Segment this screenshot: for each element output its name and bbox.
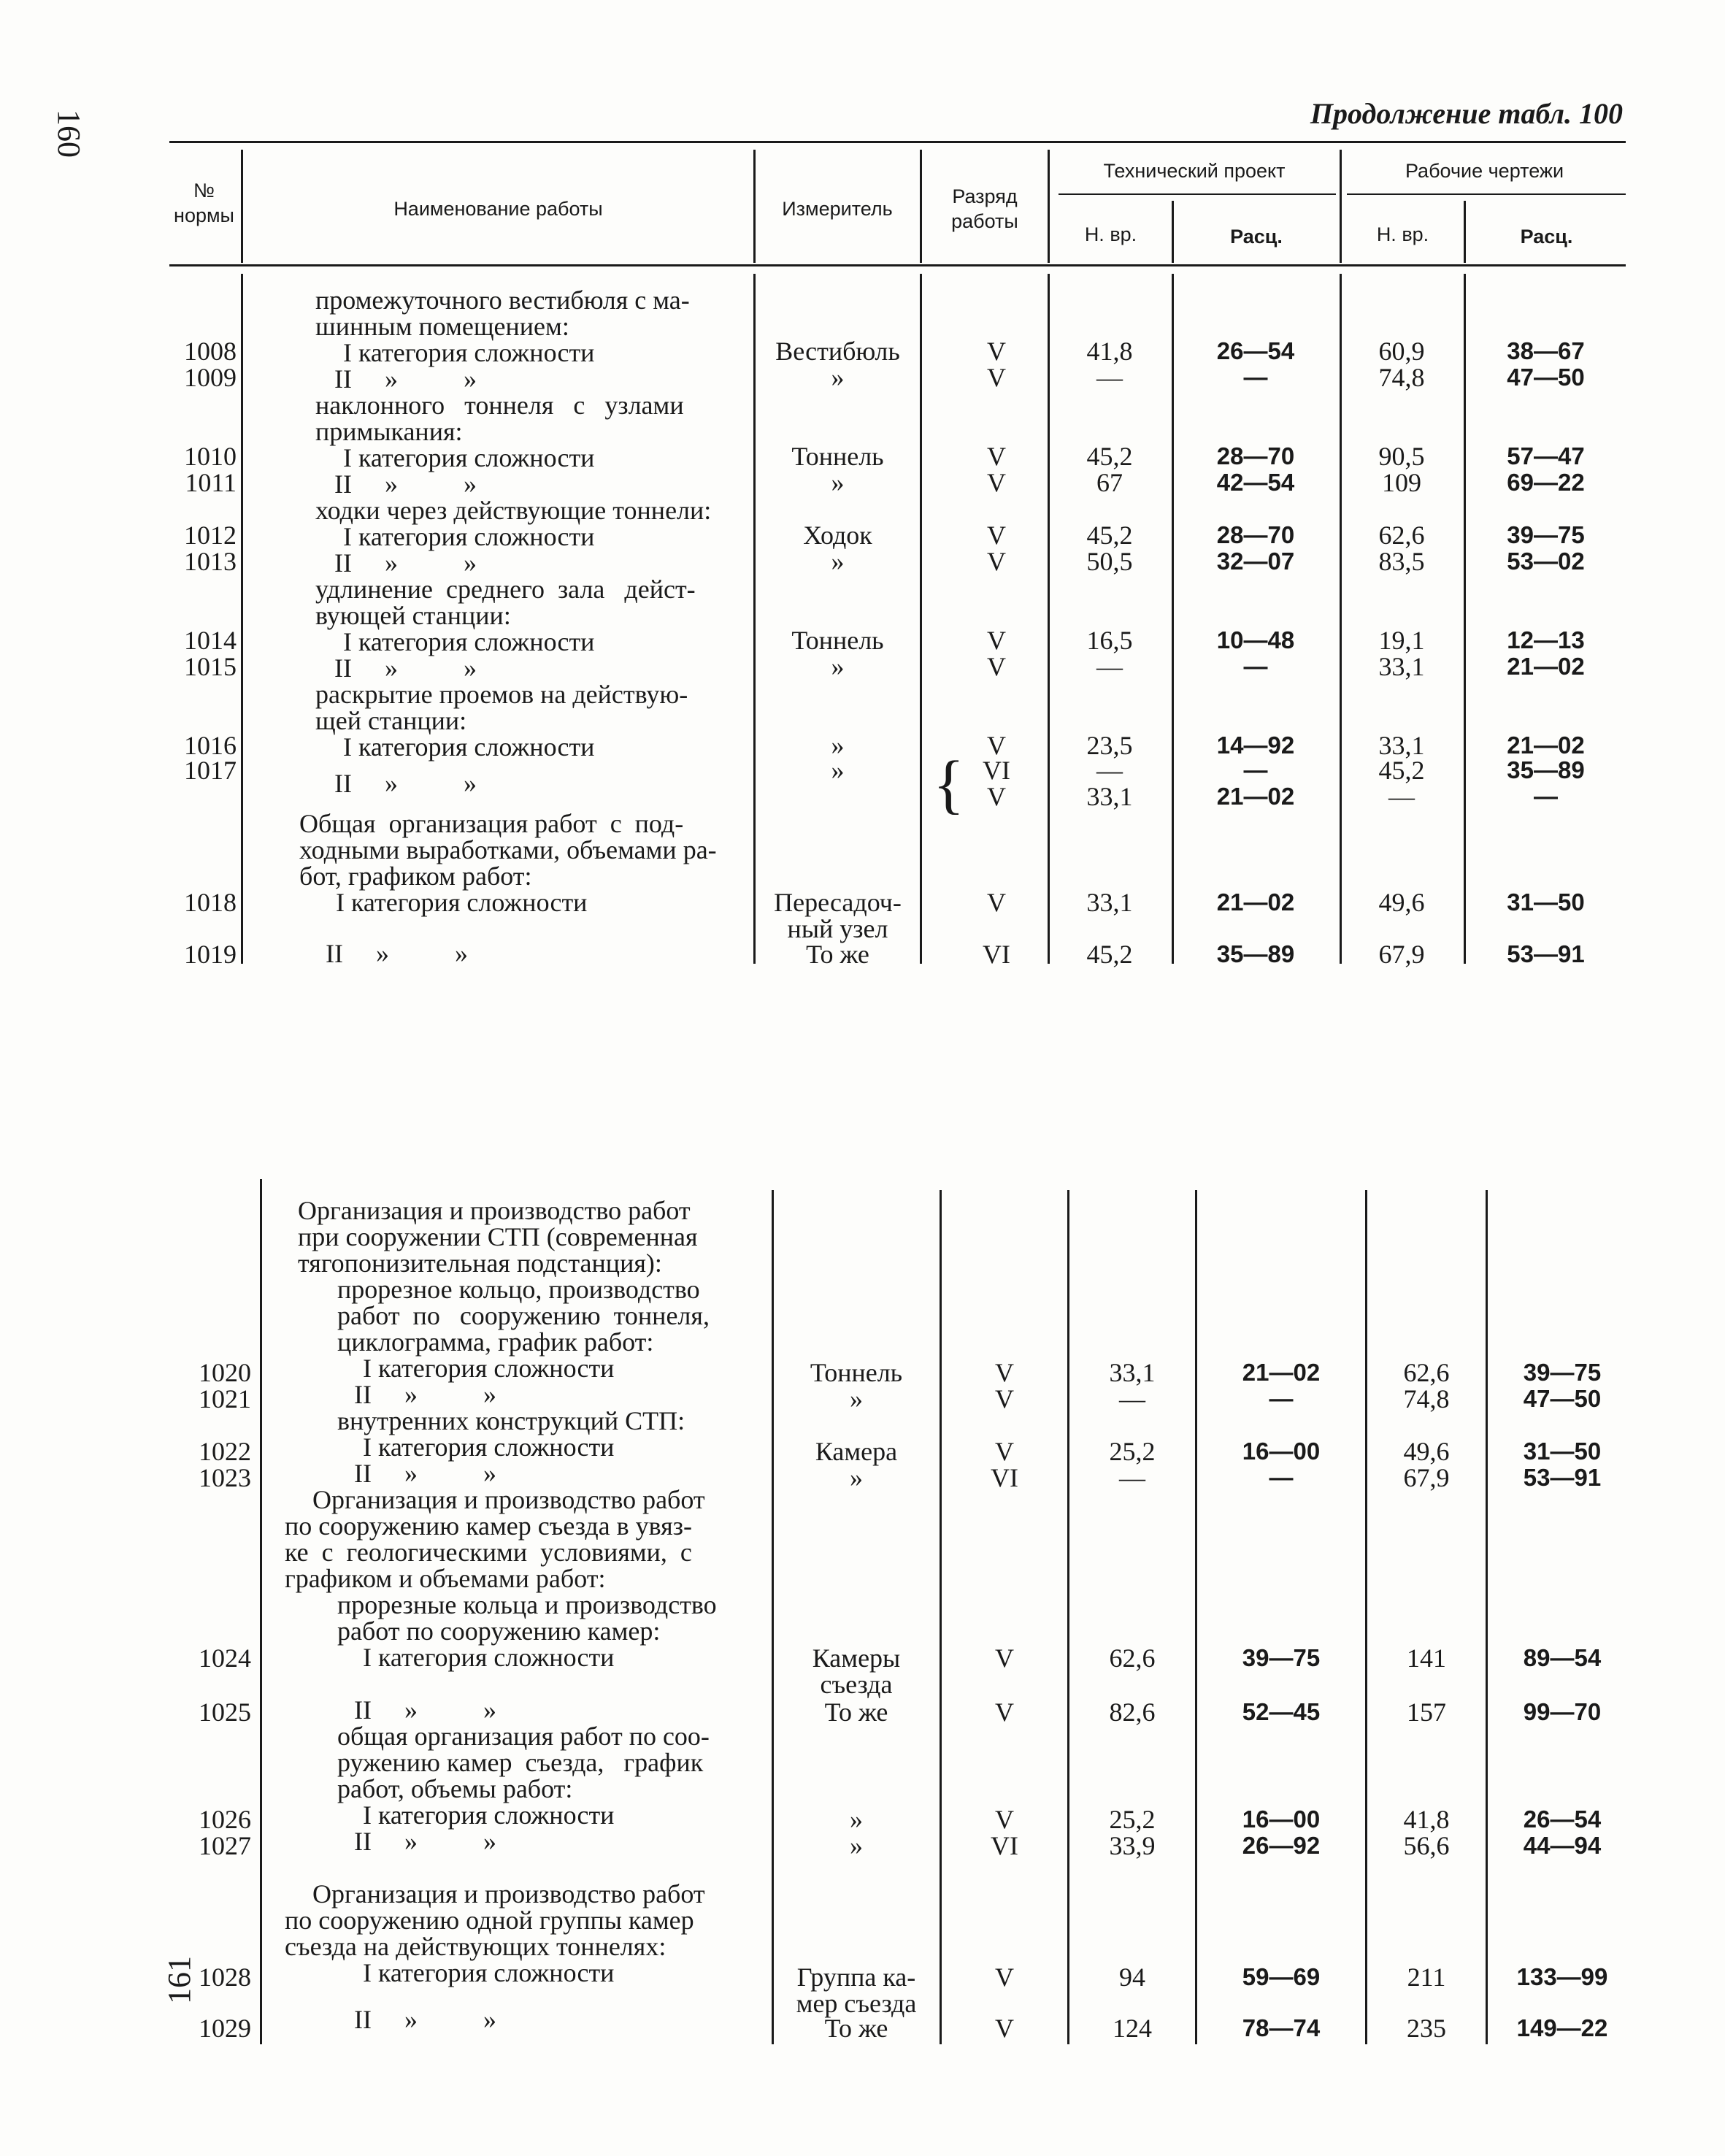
work-name-line: Организация и производство работ: [312, 1485, 705, 1514]
work-name-line: внутренних конструкций СТП:: [337, 1406, 685, 1435]
tech-rate-cell: 35—89: [1216, 940, 1295, 967]
work-name-line: I категория сложности: [336, 888, 588, 917]
work-name-line: раскрытие проемов на действую-: [315, 680, 688, 709]
norm-number: 1026: [199, 1805, 251, 1834]
header-subrule-tech: [1059, 193, 1336, 195]
body-divider: [772, 1190, 774, 2044]
grade-cell: VI: [983, 940, 1010, 969]
work-name-line: II » »: [354, 1695, 496, 1725]
body-divider: [940, 1190, 942, 2044]
drawings-rate-cell: 26—54: [1523, 1806, 1602, 1833]
unit-cell: Тоннель: [791, 626, 884, 655]
drawings-time-cell: 19,1: [1378, 626, 1425, 655]
page-number-top: 160: [51, 110, 87, 158]
header-time-tech: Н. вр.: [1084, 223, 1137, 245]
header-rate-drawings: Расц.: [1520, 226, 1573, 248]
grade-cell: V: [987, 626, 1006, 655]
grade-cell: V: [995, 1963, 1014, 1992]
work-name-line: удлинение среднего зала дейст-: [315, 575, 696, 604]
grade-cell: V: [987, 442, 1006, 471]
tech-time-cell: 33,1: [1086, 888, 1133, 917]
drawings-time-cell: 41,8: [1403, 1805, 1450, 1834]
drawings-rate-cell: 53—91: [1523, 1464, 1602, 1491]
work-name-line: I категория сложности: [363, 1643, 615, 1672]
unit-cell: »: [850, 1831, 863, 1860]
drawings-rate-cell: 133—99: [1516, 1963, 1608, 1990]
drawings-rate-cell: 12—13: [1507, 626, 1585, 653]
unit-cell: »: [831, 547, 845, 576]
tech-rate-cell: 59—69: [1242, 1963, 1321, 1990]
tech-time-cell: —: [1096, 652, 1123, 681]
norm-number: 1010: [184, 442, 237, 471]
header-norm-no-line1: №: [193, 180, 215, 202]
work-name-line: II » »: [334, 364, 477, 394]
tech-time-cell: 50,5: [1086, 547, 1133, 576]
drawings-time-cell: 74,8: [1378, 363, 1425, 392]
work-name-line: прорезные кольца и производство: [337, 1590, 717, 1619]
work-name-line: работ по сооружению тоннеля,: [337, 1301, 710, 1330]
work-name-line: бот, графиком работ:: [299, 862, 532, 891]
tech-rate-cell: 14—92: [1216, 732, 1295, 759]
tech-time-cell: 67: [1096, 468, 1123, 497]
unit-cell: »: [831, 363, 845, 392]
drawings-rate-cell: 47—50: [1507, 364, 1585, 391]
tech-rate-cell: 42—54: [1216, 469, 1295, 496]
drawings-rate-cell: 39—75: [1507, 521, 1585, 548]
work-name-line: I категория сложности: [343, 732, 595, 761]
work-name-line: циклограмма, график работ:: [337, 1327, 654, 1357]
norm-number: 1011: [185, 468, 237, 497]
tech-rate-cell: —: [1243, 364, 1268, 391]
body-divider: [920, 274, 922, 964]
tech-time-cell: 33,1: [1086, 782, 1133, 811]
brace-glyph: {: [933, 748, 965, 821]
work-name-line: II » »: [354, 1827, 496, 1856]
norm-number: 1016: [184, 731, 237, 760]
tech-time-cell: 33,9: [1109, 1831, 1156, 1860]
norm-number: 1018: [184, 888, 237, 917]
work-name-line: II » »: [354, 1380, 496, 1409]
work-name-line: II » »: [334, 769, 477, 798]
tech-time-cell: 45,2: [1086, 940, 1133, 969]
drawings-rate-cell: 31—50: [1507, 889, 1585, 916]
norm-number: 1013: [184, 547, 237, 576]
header-grade-line2: работы: [951, 210, 1018, 232]
unit-cell: »: [831, 731, 845, 760]
work-name-line: тягопонизительная подстанция):: [298, 1248, 662, 1278]
norm-number: 1008: [184, 337, 237, 366]
work-name-line: II » »: [334, 548, 477, 578]
work-name-line: I категория сложности: [363, 1432, 615, 1462]
header-top-rule: [169, 141, 1626, 143]
drawings-time-cell: 74,8: [1403, 1384, 1450, 1413]
drawings-time-cell: 235: [1407, 2014, 1446, 2043]
drawings-rate-cell: 31—50: [1523, 1438, 1602, 1465]
tech-time-cell: —: [1119, 1463, 1145, 1492]
header-unit: Измеритель: [782, 198, 893, 220]
grade-cell: VI: [991, 1463, 1018, 1492]
norm-number: 1025: [199, 1697, 251, 1727]
header-divider: [920, 150, 922, 263]
drawings-rate-cell: 99—70: [1523, 1698, 1602, 1725]
tech-time-cell: —: [1096, 756, 1123, 785]
norm-number: 1012: [184, 521, 237, 550]
norm-number: 1021: [199, 1384, 251, 1413]
tech-rate-cell: 39—75: [1242, 1644, 1321, 1671]
grade-cell: V: [995, 1358, 1014, 1387]
tech-time-cell: 124: [1113, 2014, 1152, 2043]
drawings-rate-cell: —: [1534, 783, 1558, 810]
drawings-time-cell: —: [1388, 782, 1415, 811]
grade-cell: VI: [983, 756, 1010, 785]
norm-number: 1009: [184, 363, 237, 392]
unit-cell: »: [850, 1463, 863, 1492]
tech-rate-cell: 28—70: [1216, 442, 1295, 469]
unit-cell: То же: [806, 940, 869, 969]
norm-number: 1019: [184, 940, 237, 969]
work-name-line: I категория сложности: [343, 522, 595, 551]
grade-cell: V: [995, 2014, 1014, 2043]
tech-time-cell: 33,1: [1109, 1358, 1156, 1387]
tech-time-cell: —: [1096, 363, 1123, 392]
work-name-line: примыкания:: [315, 417, 463, 446]
drawings-rate-cell: 149—22: [1516, 2014, 1608, 2041]
unit-cell: Вестибюль: [775, 337, 900, 366]
drawings-rate-cell: 47—50: [1523, 1385, 1602, 1412]
work-name-line: II » »: [334, 469, 477, 499]
header-divider: [1048, 150, 1050, 263]
drawings-rate-cell: 57—47: [1507, 442, 1585, 469]
tech-time-cell: 45,2: [1086, 442, 1133, 471]
norm-number: 1020: [199, 1358, 251, 1387]
header-working-drawings: Рабочие чертежи: [1405, 160, 1564, 182]
body-divider: [1486, 1190, 1488, 2044]
work-name-line: вующей станции:: [315, 601, 511, 630]
work-name-line: I категория сложности: [343, 443, 595, 472]
norm-number: 1023: [199, 1463, 251, 1492]
work-name-line: Организация и производство работ: [312, 1879, 705, 1908]
drawings-time-cell: 62,6: [1378, 521, 1425, 550]
unit-cell: То же: [824, 2014, 888, 2043]
unit-cell: »: [831, 468, 845, 497]
unit-cell: То же: [824, 1697, 888, 1727]
grade-cell: V: [995, 1384, 1014, 1413]
work-name-line: II » »: [354, 2005, 496, 2034]
grade-cell: V: [987, 731, 1006, 760]
tech-rate-cell: 26—54: [1216, 337, 1295, 364]
unit-cell: съезда: [820, 1670, 893, 1699]
drawings-rate-cell: 89—54: [1523, 1644, 1602, 1671]
work-name-line: ружению камер съезда, график: [337, 1748, 704, 1777]
body-divider: [1048, 274, 1050, 964]
drawings-rate-cell: 35—89: [1507, 756, 1585, 783]
drawings-rate-cell: 53—91: [1507, 940, 1585, 967]
work-name-line: Организация и производство работ: [298, 1196, 691, 1225]
grade-cell: V: [987, 468, 1006, 497]
body-divider: [241, 274, 243, 964]
header-divider: [1464, 201, 1466, 263]
unit-cell: Камеры: [812, 1643, 901, 1673]
tech-rate-cell: 21—02: [1242, 1359, 1321, 1386]
work-name-line: I категория сложности: [363, 1800, 615, 1830]
grade-cell: V: [987, 888, 1006, 917]
drawings-time-cell: 67,9: [1378, 940, 1425, 969]
tech-time-cell: —: [1119, 1384, 1145, 1413]
unit-cell: Группа ка-: [796, 1963, 916, 1992]
work-name-line: работ по сооружению камер:: [337, 1616, 661, 1646]
body-divider: [753, 274, 756, 964]
work-name-line: шинным помещением:: [315, 312, 569, 341]
norm-number: 1024: [199, 1643, 251, 1673]
unit-cell: »: [831, 756, 845, 785]
work-name-line: Общая организация работ с под-: [299, 809, 684, 838]
work-name-line: по сооружению камер съезда в увяз-: [285, 1511, 692, 1541]
header-rate-tech: Расц.: [1230, 226, 1283, 248]
unit-cell: »: [850, 1805, 863, 1834]
body-divider: [1195, 1190, 1197, 2044]
drawings-rate-cell: 44—94: [1523, 1832, 1602, 1859]
norm-number: 1022: [199, 1437, 251, 1466]
unit-cell: Пересадоч-: [774, 888, 902, 917]
drawings-time-cell: 141: [1407, 1643, 1446, 1673]
grade-cell: V: [987, 782, 1006, 811]
header-norm-no: [169, 179, 239, 229]
tech-rate-cell: 10—48: [1216, 626, 1295, 653]
tech-rate-cell: 21—02: [1216, 889, 1295, 916]
tech-time-cell: 25,2: [1109, 1437, 1156, 1466]
header-time-drawings: Н. вр.: [1376, 223, 1429, 245]
unit-cell: Ходок: [803, 521, 872, 550]
tech-time-cell: 94: [1119, 1963, 1145, 1992]
work-name-line: I категория сложности: [343, 627, 595, 656]
body-divider: [1067, 1190, 1069, 2044]
drawings-rate-cell: 69—22: [1507, 469, 1585, 496]
tech-rate-cell: 16—00: [1242, 1806, 1321, 1833]
body-divider: [1365, 1190, 1367, 2044]
work-name-line: промежуточного вестибюля с ма-: [315, 285, 690, 315]
drawings-rate-cell: 21—02: [1507, 653, 1585, 680]
unit-cell: »: [831, 652, 845, 681]
tech-time-cell: 16,5: [1086, 626, 1133, 655]
grade-cell: V: [995, 1805, 1014, 1834]
header-divider: [753, 150, 756, 263]
grade-cell: V: [987, 652, 1006, 681]
work-name-line: графиком и объемами работ:: [285, 1564, 606, 1593]
tech-rate-cell: —: [1243, 756, 1268, 783]
drawings-time-cell: 45,2: [1378, 756, 1425, 785]
tech-rate-cell: 28—70: [1216, 521, 1295, 548]
tech-rate-cell: 52—45: [1242, 1698, 1321, 1725]
grade-cell: V: [987, 337, 1006, 366]
tech-time-cell: 62,6: [1109, 1643, 1156, 1673]
unit-cell: ный узел: [787, 914, 888, 943]
header-divider: [1172, 201, 1174, 263]
work-name-line: щей станции:: [315, 706, 467, 735]
drawings-time-cell: 33,1: [1378, 731, 1425, 760]
tech-rate-cell: 21—02: [1216, 783, 1295, 810]
drawings-time-cell: 62,6: [1403, 1358, 1450, 1387]
tech-rate-cell: 26—92: [1242, 1832, 1321, 1859]
header-norm-no-line2: нормы: [174, 204, 234, 226]
header-divider: [1340, 150, 1342, 263]
work-name-line: работ, объемы работ:: [337, 1774, 573, 1803]
drawings-time-cell: 49,6: [1378, 888, 1425, 917]
tech-rate-cell: —: [1269, 1385, 1294, 1412]
header-work-name: Наименование работы: [393, 198, 603, 220]
page-number-bottom: 161: [161, 1956, 197, 2004]
norm-number: 1028: [199, 1963, 251, 1992]
drawings-rate-cell: 38—67: [1507, 337, 1585, 364]
unit-cell: »: [850, 1384, 863, 1413]
drawings-time-cell: 67,9: [1403, 1463, 1450, 1492]
work-name-line: I категория сложности: [363, 1354, 615, 1383]
work-name-line: по сооружению одной группы камер: [285, 1906, 694, 1935]
tech-time-cell: 82,6: [1109, 1697, 1156, 1727]
norm-number: 1027: [199, 1831, 251, 1860]
work-name-line: съезда на действующих тоннелях:: [285, 1932, 666, 1961]
grade-cell: V: [987, 363, 1006, 392]
norm-number: 1014: [184, 626, 237, 655]
tech-time-cell: 23,5: [1086, 731, 1133, 760]
drawings-time-cell: 109: [1382, 468, 1421, 497]
body-divider: [1340, 274, 1342, 964]
drawings-time-cell: 56,6: [1403, 1831, 1450, 1860]
header-tech-project: Технический проект: [1103, 160, 1286, 182]
drawings-rate-cell: 21—02: [1507, 732, 1585, 759]
tech-rate-cell: —: [1269, 1464, 1294, 1491]
header-grade-line1: Разряд: [952, 185, 1018, 207]
work-name-line: II » »: [354, 1459, 496, 1488]
drawings-time-cell: 211: [1407, 1963, 1446, 1992]
body-divider: [1172, 274, 1174, 964]
drawings-time-cell: 90,5: [1378, 442, 1425, 471]
grade-cell: V: [995, 1643, 1014, 1673]
body-divider: [260, 1179, 262, 2044]
work-name-line: I категория сложности: [343, 338, 595, 367]
drawings-time-cell: 157: [1407, 1697, 1446, 1727]
work-name-line: общая организация работ по соо-: [337, 1722, 710, 1751]
header-grade: [923, 185, 1046, 234]
grade-cell: VI: [991, 1831, 1018, 1860]
header-divider: [241, 150, 243, 263]
grade-cell: V: [995, 1437, 1014, 1466]
drawings-time-cell: 33,1: [1378, 652, 1425, 681]
drawings-time-cell: 60,9: [1378, 337, 1425, 366]
tech-rate-cell: 32—07: [1216, 548, 1295, 575]
header-bottom-rule: [169, 264, 1626, 266]
table-caption: Продолжение табл. 100: [1310, 97, 1623, 130]
tech-rate-cell: 78—74: [1242, 2014, 1321, 2041]
drawings-rate-cell: 53—02: [1507, 548, 1585, 575]
unit-cell: Тоннель: [810, 1358, 903, 1387]
work-name-line: II » »: [334, 653, 477, 683]
header-subrule-drawings: [1347, 193, 1626, 195]
grade-cell: V: [987, 521, 1006, 550]
drawings-time-cell: 83,5: [1378, 547, 1425, 576]
work-name-line: наклонного тоннеля с узлами: [315, 391, 684, 420]
work-name-line: II » »: [326, 939, 468, 968]
norm-number: 1015: [184, 652, 237, 681]
work-name-line: ходными выработками, объемами ра-: [299, 835, 717, 864]
unit-cell: Камера: [815, 1437, 898, 1466]
work-name-line: прорезное кольцо, производство: [337, 1275, 700, 1304]
work-name-line: при сооружении СТП (современная: [298, 1222, 698, 1251]
grade-cell: V: [987, 547, 1006, 576]
drawings-time-cell: 49,6: [1403, 1437, 1450, 1466]
work-name-line: I категория сложности: [363, 1958, 615, 1987]
tech-time-cell: 45,2: [1086, 521, 1133, 550]
norm-number: 1029: [199, 2014, 251, 2043]
unit-cell: мер съезда: [796, 1989, 917, 2018]
drawings-rate-cell: 39—75: [1523, 1359, 1602, 1386]
unit-cell: Тоннель: [791, 442, 884, 471]
tech-time-cell: 41,8: [1086, 337, 1133, 366]
work-name-line: ходки через действующие тоннели:: [315, 496, 712, 525]
norm-number: 1017: [184, 756, 237, 785]
tech-rate-cell: 16—00: [1242, 1438, 1321, 1465]
grade-cell: V: [995, 1697, 1014, 1727]
body-divider: [1464, 274, 1466, 964]
tech-time-cell: 25,2: [1109, 1805, 1156, 1834]
tech-rate-cell: —: [1243, 653, 1268, 680]
work-name-line: ке с геологическими условиями, с: [285, 1538, 692, 1567]
